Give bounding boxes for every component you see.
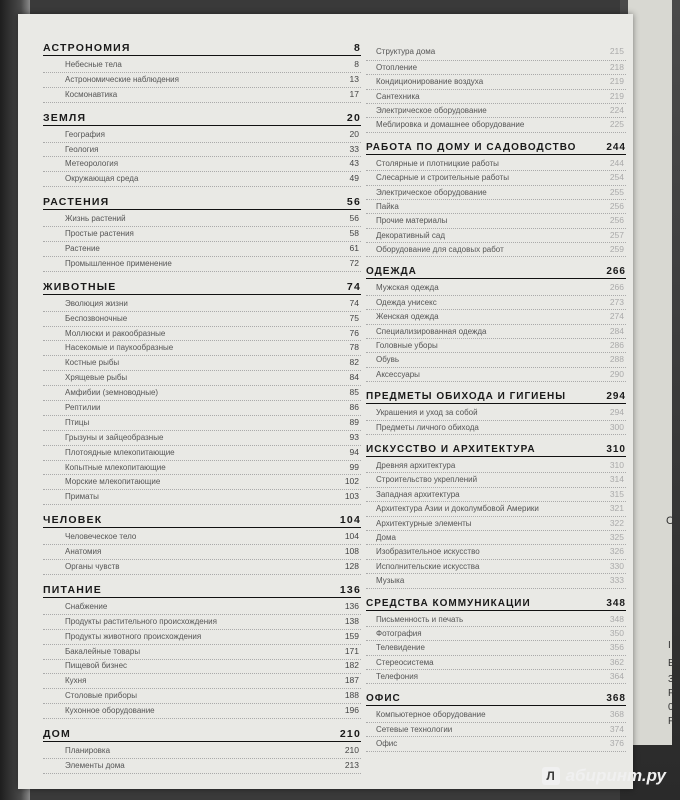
contents-page — [18, 14, 633, 789]
entry-page-number: 322 — [609, 517, 624, 528]
entry-label: Моллюски и ракообразные — [65, 328, 166, 338]
entry-page-number: 290 — [609, 368, 624, 379]
toc-entry[interactable] — [366, 243, 626, 257]
toc-entry[interactable] — [366, 368, 626, 382]
toc-entry[interactable] — [43, 401, 361, 416]
entry-label: Предметы личного обихода — [376, 422, 479, 432]
toc-entry[interactable] — [43, 257, 361, 272]
toc-entry[interactable] — [366, 574, 626, 588]
entry-label: Электрическое оборудование — [376, 187, 487, 197]
entry-label: Бакалейные товары — [65, 646, 141, 656]
toc-entry[interactable] — [43, 630, 361, 645]
toc-section — [43, 112, 361, 188]
entry-label: Сетевые технологии — [376, 724, 453, 734]
toc-section — [43, 514, 361, 575]
entry-page-number: 78 — [349, 342, 359, 353]
toc-entry[interactable] — [43, 431, 361, 446]
entry-page-number: 210 — [344, 745, 359, 756]
entry-label: Продукты животного происхождения — [65, 631, 202, 641]
section-heading[interactable] — [366, 598, 626, 611]
entry-label: Аксессуары — [376, 369, 420, 379]
toc-entry[interactable] — [366, 459, 626, 473]
entry-page-number: 75 — [349, 312, 359, 323]
section-page-number: 244 — [606, 141, 626, 153]
entry-page-number: 17 — [349, 88, 359, 99]
entry-page-number: 368 — [609, 709, 624, 720]
entry-page-number: 362 — [609, 656, 624, 667]
entry-page-number: 56 — [349, 213, 359, 224]
entry-page-number: 20 — [349, 128, 359, 139]
toc-entry[interactable] — [366, 406, 626, 420]
toc-entry[interactable] — [366, 157, 626, 171]
entry-page-number: 219 — [609, 90, 624, 101]
entry-label: Кондиционирование воздуха — [376, 77, 484, 87]
toc-entry[interactable] — [366, 90, 626, 104]
entry-label: Западная архитектура — [376, 489, 460, 499]
entry-label: Метеорология — [65, 159, 119, 169]
toc-entry[interactable] — [366, 737, 626, 751]
entry-label: География — [65, 129, 105, 139]
entry-label: Кухонное оборудование — [65, 706, 155, 716]
toc-entry[interactable] — [43, 157, 361, 172]
entry-page-number: 255 — [609, 186, 624, 197]
entry-label: Простые растения — [65, 229, 134, 239]
entry-page-number: 266 — [609, 282, 624, 293]
section-heading[interactable] — [366, 693, 626, 706]
toc-entry[interactable] — [43, 645, 361, 660]
entry-label: Органы чувств — [65, 562, 120, 572]
section-heading[interactable] — [43, 728, 361, 742]
entry-page-number: 86 — [349, 402, 359, 413]
toc-entry[interactable] — [43, 560, 361, 575]
entry-label: Астрономические наблюдения — [65, 74, 179, 84]
section-heading[interactable] — [366, 142, 626, 155]
toc-entry[interactable] — [366, 118, 626, 132]
entry-page-number: 356 — [609, 642, 624, 653]
entry-page-number: 374 — [609, 723, 624, 734]
entry-label: Птицы — [65, 417, 90, 427]
entry-page-number: 61 — [349, 243, 359, 253]
section-page-number: 266 — [606, 266, 626, 278]
toc-entry[interactable] — [43, 73, 361, 88]
left-column — [43, 42, 361, 783]
entry-label: Структура дома — [376, 47, 436, 56]
entry-label: Хрящевые рыбы — [65, 373, 128, 383]
entry-label: Морские млекопитающие — [65, 477, 161, 487]
toc-entry[interactable] — [366, 75, 626, 89]
entry-page-number: 284 — [609, 325, 624, 336]
toc-entry[interactable] — [366, 531, 626, 545]
entry-page-number: 364 — [609, 671, 624, 682]
entry-label: Стереосистема — [376, 657, 434, 667]
toc-entry[interactable] — [43, 704, 361, 719]
entry-label: Столярные и плотницкие работы — [376, 158, 499, 168]
entry-label: Исполнительские искусства — [376, 561, 480, 571]
entry-page-number: 330 — [609, 560, 624, 571]
entry-label: Продукты растительного происхождения — [65, 616, 217, 626]
toc-entry[interactable] — [366, 310, 626, 324]
toc-entry[interactable] — [366, 517, 626, 531]
entry-page-number: 244 — [609, 157, 624, 168]
toc-entry[interactable] — [366, 488, 626, 502]
toc-entry[interactable] — [43, 674, 361, 689]
toc-entry[interactable] — [366, 214, 626, 228]
entry-label: Музыка — [376, 576, 405, 586]
section-title: ОФИС — [366, 693, 401, 705]
side-fragment: С — [666, 515, 674, 527]
side-fragment: Ρ — [668, 688, 675, 699]
toc-section — [366, 693, 626, 751]
toc-entry[interactable] — [43, 143, 361, 158]
entry-page-number: 102 — [344, 476, 359, 487]
entry-label: Обувь — [376, 355, 400, 365]
entry-label: Грызуны и зайцеобразные — [65, 432, 164, 442]
entry-label: Копытные млекопитающие — [65, 462, 166, 472]
toc-entry[interactable] — [366, 61, 626, 75]
entry-page-number: 85 — [349, 387, 359, 398]
toc-entry[interactable] — [366, 627, 626, 641]
toc-entry[interactable] — [43, 356, 361, 371]
toc-section — [43, 584, 361, 719]
entry-page-number: 310 — [609, 459, 624, 470]
entry-label: Пайка — [376, 201, 399, 211]
section-heading[interactable] — [43, 196, 361, 210]
entry-label: Рептилии — [65, 403, 101, 413]
adjacent-page-edge — [628, 0, 675, 745]
entry-label: Письменность и печать — [376, 614, 464, 624]
entry-page-number: 257 — [609, 229, 624, 240]
section-title: ПРЕДМЕТЫ ОБИХОДА И ГИГИЕНЫ — [366, 391, 567, 403]
section-title: ПИТАНИЕ — [43, 583, 102, 596]
entry-page-number: 171 — [344, 645, 359, 656]
section-heading[interactable] — [366, 266, 626, 279]
toc-entry[interactable] — [43, 689, 361, 704]
entry-page-number: 99 — [349, 461, 359, 472]
toc-entry[interactable] — [43, 341, 361, 356]
entry-label: Меблировка и домашнее оборудование — [376, 120, 525, 130]
entry-label: Сантехника — [376, 91, 420, 101]
side-fragment: I — [668, 640, 671, 651]
entry-page-number: 159 — [344, 630, 359, 641]
toc-entry[interactable] — [43, 312, 361, 327]
entry-label: Жизнь растений — [65, 214, 126, 224]
entry-label: Пищевой бизнес — [65, 661, 128, 671]
section-page-number: 310 — [606, 444, 626, 455]
toc-entry[interactable] — [43, 461, 361, 476]
entry-page-number: 74 — [349, 297, 359, 308]
watermark — [542, 766, 666, 786]
entry-label: Отопление — [376, 62, 418, 72]
section-heading[interactable] — [43, 112, 361, 126]
entry-page-number: 325 — [609, 531, 624, 542]
entry-page-number: 108 — [344, 546, 359, 557]
toc-entry[interactable] — [43, 615, 361, 630]
entry-page-number: 49 — [349, 173, 359, 184]
entry-label: Снабжение — [65, 601, 108, 611]
entry-label: Электрическое оборудование — [376, 105, 487, 115]
section-title: РАБОТА ПО ДОМУ И САДОВОДСТВО — [366, 141, 577, 153]
entry-label: Промышленное применение — [65, 258, 172, 268]
toc-entry[interactable] — [43, 88, 361, 103]
toc-entry[interactable] — [43, 744, 361, 759]
entry-page-number: 333 — [609, 575, 624, 586]
toc-entry[interactable] — [366, 104, 626, 118]
entry-page-number: 33 — [349, 143, 359, 154]
section-page-number: 8 — [353, 42, 361, 54]
entry-page-number: 218 — [609, 61, 624, 72]
toc-entry[interactable] — [43, 759, 361, 774]
entry-label: Элементы дома — [65, 760, 125, 770]
entry-label: Столовые приборы — [65, 691, 137, 701]
toc-section — [366, 444, 626, 589]
entry-page-number: 256 — [609, 200, 624, 211]
entry-page-number: 315 — [609, 488, 624, 499]
toc-entry[interactable] — [366, 186, 626, 200]
entry-label: Растение — [65, 244, 100, 253]
toc-entry[interactable] — [43, 490, 361, 505]
entry-page-number: 219 — [609, 76, 624, 87]
entry-page-number: 93 — [349, 431, 359, 442]
entry-page-number: 13 — [349, 73, 359, 84]
entry-label: Геология — [65, 144, 99, 154]
entry-page-number: 288 — [609, 354, 624, 365]
entry-label: Мужская одежда — [376, 283, 439, 293]
entry-label: Плотоядные млекопитающие — [65, 447, 175, 457]
entry-page-number: 314 — [609, 474, 624, 485]
section-page-number: 348 — [606, 597, 626, 609]
side-fragment: Ε — [668, 658, 675, 669]
entry-page-number: 224 — [609, 104, 624, 115]
entry-page-number: 213 — [344, 759, 359, 770]
entry-label: Украшения и уход за собой — [376, 408, 478, 418]
section-page-number: 136 — [339, 583, 361, 596]
section-title: ОДЕЖДА — [366, 266, 417, 278]
entry-label: Фотография — [376, 628, 422, 638]
section-page-number: 20 — [346, 111, 361, 124]
section-title: СРЕДСТВА КОММУНИКАЦИИ — [366, 597, 531, 609]
entry-label: Кухня — [65, 676, 87, 686]
entry-label: Строительство укреплений — [376, 475, 478, 485]
entry-page-number: 286 — [609, 340, 624, 351]
entry-label: Архитектура Азии и доколумбовой Америки — [376, 504, 539, 514]
entry-page-number: 348 — [609, 613, 624, 624]
entry-label: Окружающая среда — [65, 174, 139, 184]
entry-label: Дома — [376, 532, 396, 542]
entry-label: Одежда унисекс — [376, 297, 437, 307]
entry-page-number: 294 — [609, 407, 624, 418]
toc-entry[interactable] — [366, 656, 626, 670]
entry-label: Планировка — [65, 746, 111, 756]
side-fragment: 3 — [668, 674, 674, 685]
toc-entry[interactable] — [366, 613, 626, 627]
toc-entry[interactable] — [366, 560, 626, 574]
toc-entry[interactable] — [43, 242, 361, 257]
toc-entry[interactable] — [366, 641, 626, 655]
toc-section — [43, 281, 361, 505]
entry-page-number: 89 — [349, 416, 359, 427]
section-heading[interactable] — [366, 444, 626, 457]
toc-section — [366, 142, 626, 258]
section-heading[interactable] — [366, 391, 626, 404]
entry-page-number: 76 — [349, 327, 359, 338]
toc-entry[interactable] — [366, 296, 626, 310]
entry-label: Компьютерное оборудование — [376, 710, 486, 720]
section-title: РАСТЕНИЯ — [43, 196, 110, 209]
toc-entry[interactable] — [43, 297, 361, 312]
toc-entry[interactable] — [43, 327, 361, 342]
entry-page-number: 103 — [344, 491, 359, 502]
entry-page-number: 326 — [609, 546, 624, 557]
toc-entry[interactable] — [366, 421, 626, 435]
toc-entry[interactable] — [43, 475, 361, 490]
entry-page-number: 128 — [344, 561, 359, 572]
toc-entry[interactable] — [43, 386, 361, 401]
section-heading[interactable] — [43, 514, 361, 528]
entry-label: Костные рыбы — [65, 358, 120, 368]
entry-label: Слесарные и строительные работы — [376, 173, 509, 183]
toc-entry[interactable] — [366, 200, 626, 214]
toc-entry[interactable] — [366, 545, 626, 559]
entry-page-number: 254 — [609, 172, 624, 183]
entry-label: Небесные тела — [65, 59, 122, 69]
entry-page-number: 256 — [609, 215, 624, 226]
section-title: ДОМ — [43, 728, 71, 741]
entry-page-number: 321 — [609, 503, 624, 514]
toc-section — [366, 391, 626, 435]
labyrinth-logo-icon: Л — [542, 767, 560, 785]
toc-entry[interactable] — [366, 281, 626, 295]
entry-page-number: 225 — [609, 119, 624, 130]
toc-entry[interactable] — [366, 339, 626, 353]
entry-page-number: 300 — [609, 421, 624, 432]
entry-page-number: 43 — [349, 158, 359, 169]
entry-label: Женская одежда — [376, 312, 439, 322]
entry-label: Древняя архитектура — [376, 460, 456, 470]
entry-label: Изобразительное искусство — [376, 547, 480, 557]
right-column — [366, 44, 626, 761]
entry-page-number: 82 — [349, 357, 359, 368]
toc-entry[interactable] — [366, 353, 626, 367]
entry-page-number: 196 — [344, 705, 359, 716]
section-page-number: 210 — [339, 728, 361, 741]
side-fragment: 0 — [668, 702, 674, 713]
section-heading[interactable] — [43, 42, 361, 56]
entry-page-number: 187 — [344, 675, 359, 686]
toc-section — [366, 598, 626, 685]
entry-page-number: 104 — [344, 531, 359, 542]
toc-entry[interactable] — [43, 227, 361, 242]
entry-page-number: 58 — [349, 228, 359, 239]
section-page-number: 368 — [606, 693, 626, 705]
entry-page-number: 350 — [609, 627, 624, 638]
entry-page-number: 188 — [344, 690, 359, 701]
toc-entry[interactable] — [366, 473, 626, 487]
toc-entry[interactable] — [43, 530, 361, 545]
toc-entry[interactable] — [43, 416, 361, 431]
section-title: ЗЕМЛЯ — [43, 111, 87, 124]
toc-entry[interactable] — [366, 670, 626, 684]
entry-page-number: 376 — [609, 738, 624, 749]
toc-entry[interactable] — [43, 371, 361, 386]
entry-label: Прочие материалы — [376, 216, 448, 226]
toc-entry[interactable] — [43, 545, 361, 560]
entry-page-number: 182 — [344, 660, 359, 671]
entry-label: Специализированная одежда — [376, 326, 487, 336]
entry-page-number: 72 — [349, 257, 359, 268]
section-title: ИСКУССТВО И АРХИТЕКТУРА — [366, 444, 536, 455]
toc-section — [43, 728, 361, 774]
toc-entry[interactable] — [43, 172, 361, 187]
toc-entry[interactable] — [43, 600, 361, 615]
entry-page-number: 84 — [349, 372, 359, 383]
entry-label: Анатомия — [65, 547, 102, 557]
watermark-text: абиринт.ру — [565, 766, 666, 785]
entry-label: Офис — [376, 739, 398, 749]
toc-entry[interactable] — [366, 502, 626, 516]
entry-label: Амфибии (земноводные) — [65, 388, 159, 398]
entry-page-number: 259 — [609, 244, 624, 255]
entry-label: Космонавтика — [65, 89, 118, 99]
toc-entry[interactable] — [366, 708, 626, 722]
toc-entry[interactable] — [43, 58, 361, 73]
entry-label: Головные уборы — [376, 341, 438, 351]
toc-entry[interactable] — [366, 229, 626, 243]
entry-page-number: 8 — [354, 58, 359, 69]
entry-label: Эволюция жизни — [65, 298, 128, 308]
toc-section — [366, 266, 626, 382]
side-fragment: P — [668, 716, 675, 727]
toc-entry[interactable] — [43, 446, 361, 461]
entry-page-number: 136 — [344, 600, 359, 611]
entry-label: Декоративный сад — [376, 230, 445, 240]
entry-label: Беспозвоночные — [65, 313, 128, 323]
toc-section — [43, 196, 361, 272]
entry-label: Архитектурные элементы — [376, 518, 472, 528]
section-page-number: 56 — [346, 196, 361, 209]
section-page-number: 74 — [346, 280, 361, 293]
entry-page-number: 94 — [349, 446, 359, 457]
section-heading[interactable] — [43, 584, 361, 598]
toc-entry[interactable] — [366, 325, 626, 339]
entry-label: Оборудование для садовых работ — [376, 245, 504, 255]
toc-entry[interactable] — [43, 660, 361, 675]
section-title: ЧЕЛОВЕК — [43, 514, 103, 527]
section-page-number: 294 — [606, 391, 626, 403]
toc-entry[interactable] — [366, 171, 626, 185]
section-title: АСТРОНОМИЯ — [43, 42, 131, 54]
entry-label: Приматы — [65, 492, 99, 502]
toc-section — [366, 44, 626, 133]
entry-label: Телефония — [376, 672, 418, 682]
section-heading[interactable] — [43, 281, 361, 295]
toc-entry[interactable] — [366, 723, 626, 737]
entry-page-number: 138 — [344, 615, 359, 626]
entry-page-number: 273 — [609, 296, 624, 307]
toc-entry[interactable] — [43, 212, 361, 227]
entry-label: Человеческое тело — [65, 532, 137, 542]
section-page-number: 104 — [339, 514, 361, 527]
entry-page-number: 215 — [609, 46, 624, 56]
toc-entry[interactable] — [43, 128, 361, 143]
toc-entry[interactable] — [366, 44, 626, 61]
entry-label: Насекомые и паукообразные — [65, 343, 174, 353]
toc-section — [43, 42, 361, 103]
section-title: ЖИВОТНЫЕ — [43, 280, 117, 293]
entry-page-number: 274 — [609, 311, 624, 322]
entry-label: Телевидение — [376, 643, 425, 653]
